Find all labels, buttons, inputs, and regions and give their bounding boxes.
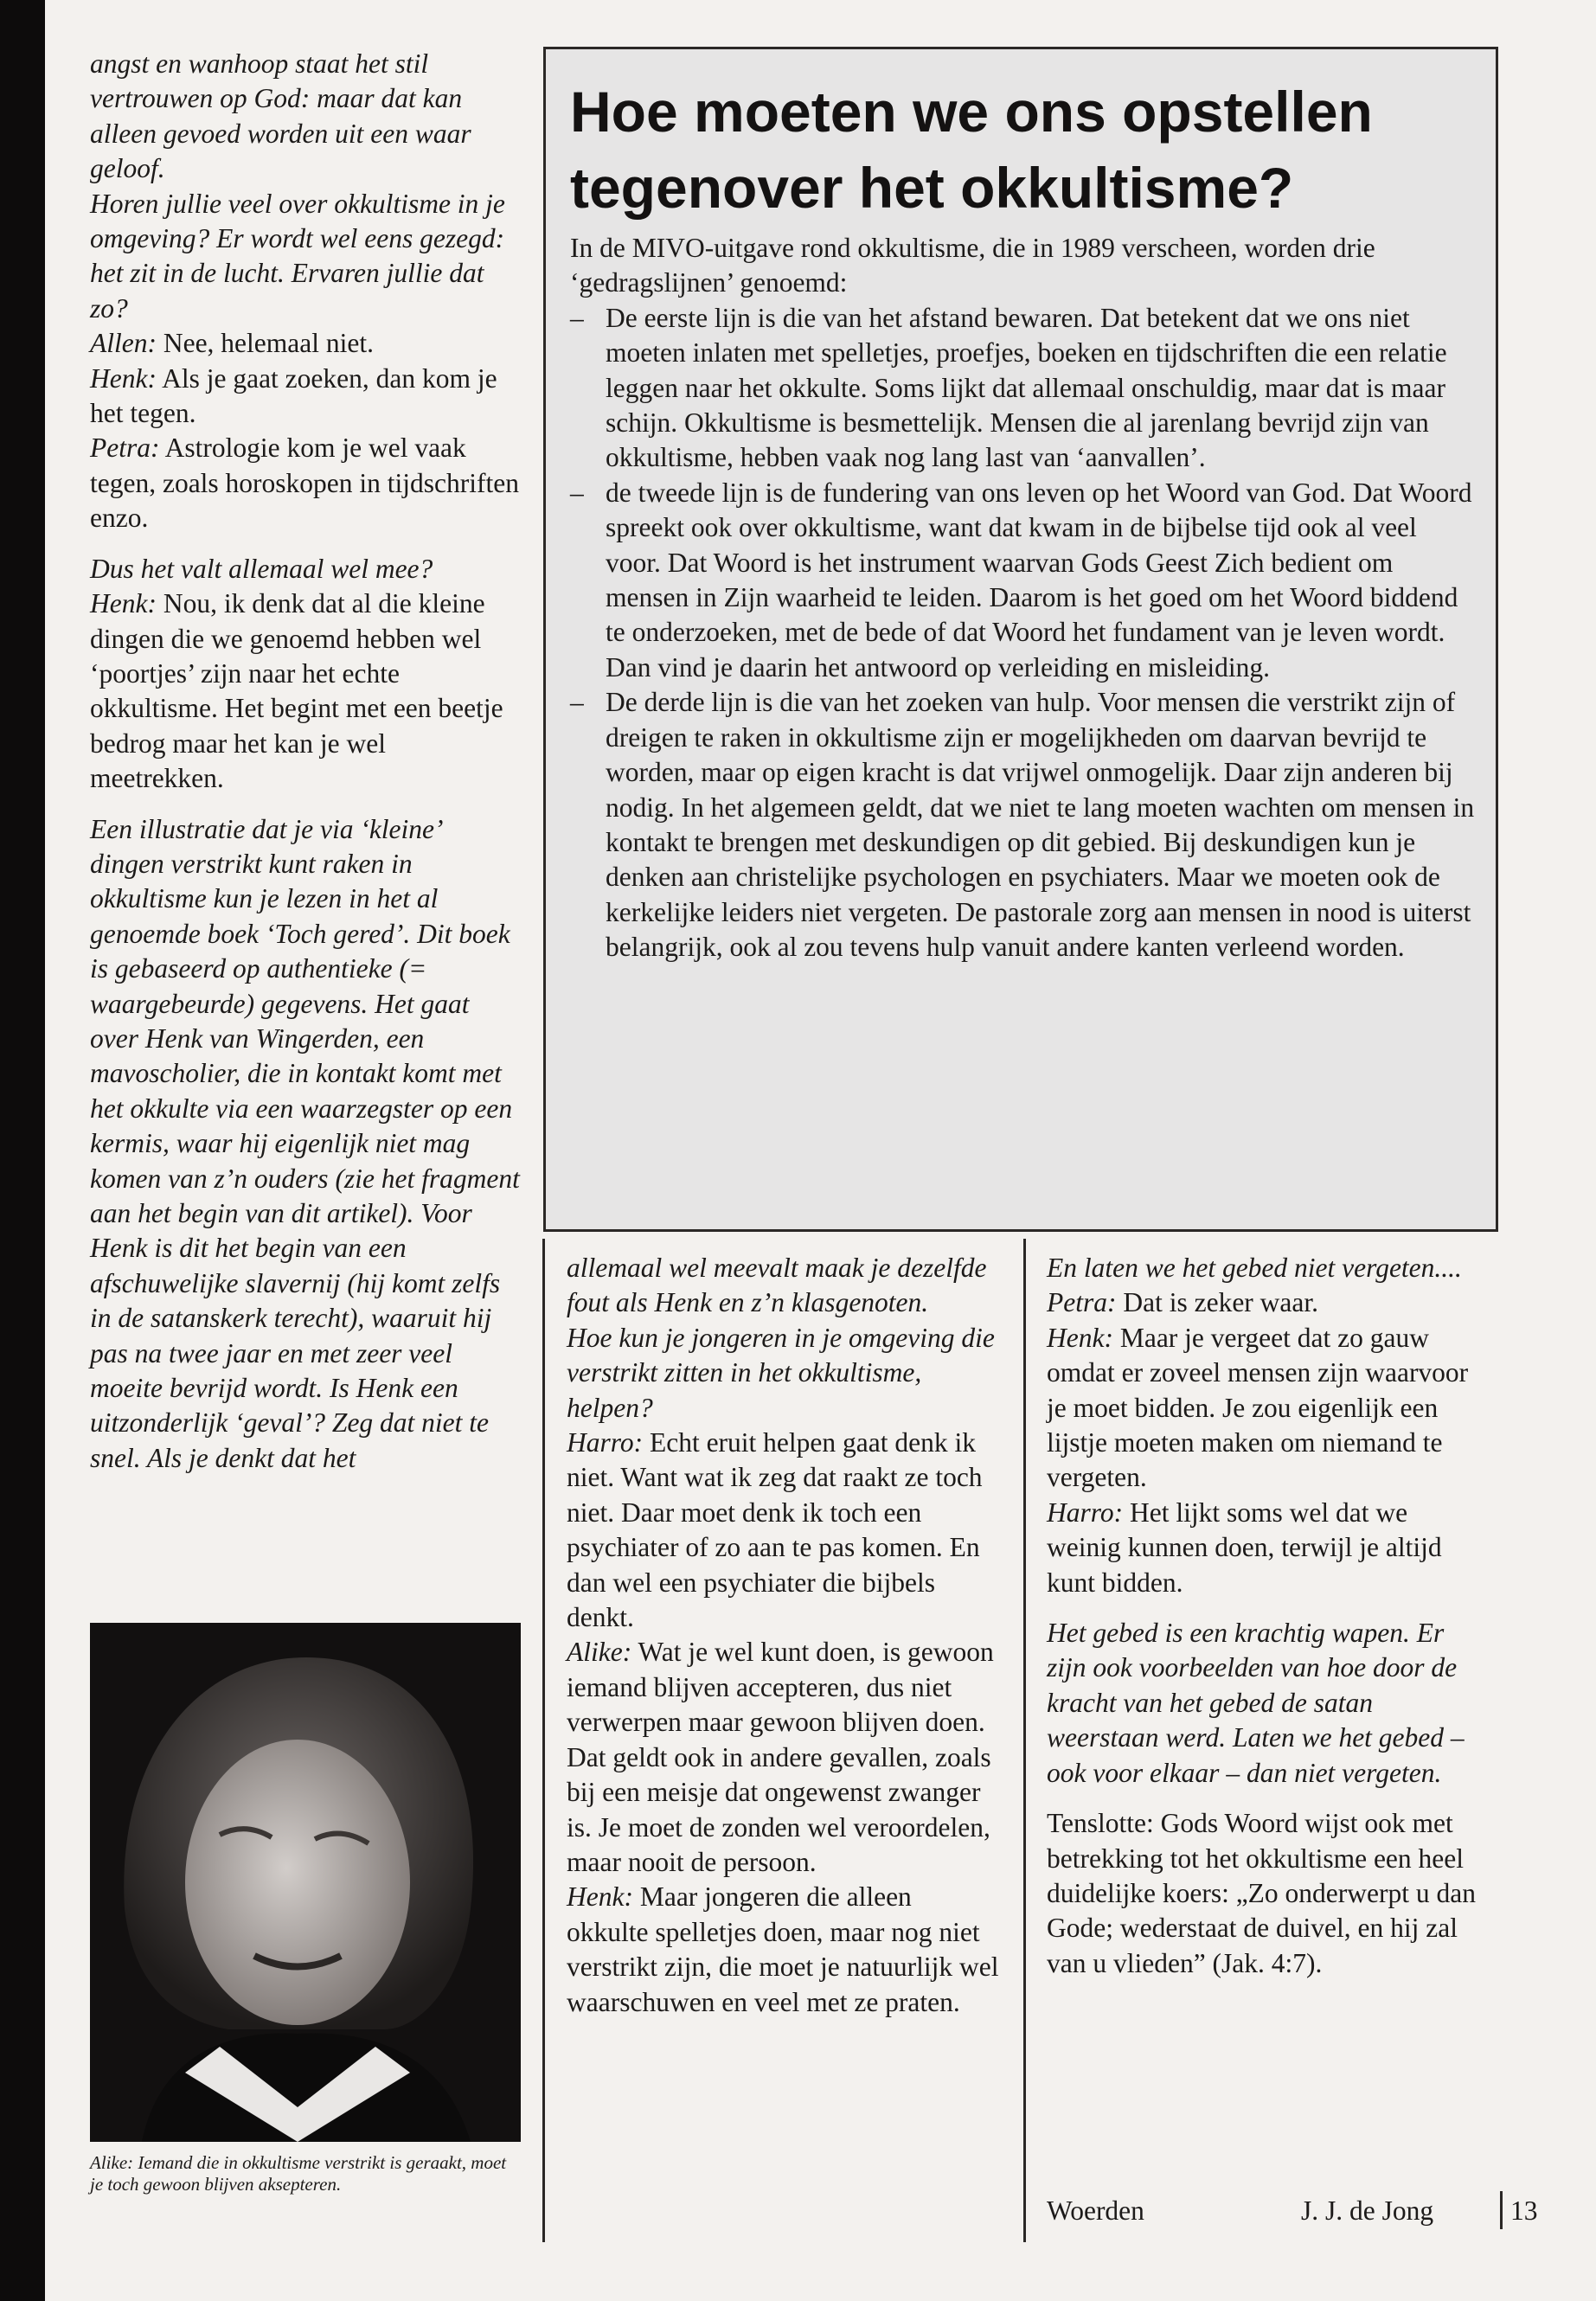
paragraph [90, 326, 521, 361]
paragraph-text: Maar je vergeet dat zo gauw omdat er zoveel mensen zijn waarvoor je moet bidden. Je zou eigenlijk een lijstje moeten maken om niemand te vergeten. [1047, 1322, 1469, 1493]
page-number: 13 [1510, 2195, 1538, 2226]
paragraph-text: allemaal wel meevalt maak je dezelfde fout als Henk en z’n klasgenoten. [567, 1253, 987, 1318]
paragraph-text: angst en wanhoop staat het stil vertrouwen op God: maar dat kan alleen gevoed worden uit een waar geloof. [90, 48, 471, 184]
middle-text-column [567, 1251, 999, 2020]
speaker-name: Harro: [567, 1427, 644, 1458]
box-body [570, 231, 1478, 965]
paragraph [1047, 1285, 1484, 1320]
speaker-name: Alike: [567, 1637, 632, 1668]
paragraph [90, 362, 521, 432]
portrait-photo [90, 1623, 521, 2142]
speaker-name: Harro: [1047, 1497, 1124, 1528]
box-intro: In de MIVO-uitgave rond okkultisme, die in 1989 verscheen, worden drie ‘gedragslijnen’ genoemd: [570, 233, 1375, 298]
paragraph [567, 1880, 999, 2020]
paragraph-text: Hoe kun je jongeren in je omgeving die verstrikt zitten in het okkultisme, helpen? [567, 1322, 995, 1423]
paragraph-text: Nee, helemaal niet. [163, 328, 374, 359]
box-bullet-2: – de tweede lijn is de fundering van ons leven op het Woord van God. Dat Woord spreekt ook over okkultisme, want dat kwam in de bijbelse tijd ook al veel voor. Dat Woord is het instrument waarvan Gods Geest Zich bedient om mensen in Zijn waarheid te leiden. Daarom is het goed om het Woord biddend te onderzoeken, met de bede of dat Woord het fundament van je leven wordt. Dan vind je daarin het antwoord op verleiding en misleiding. [570, 477, 1472, 683]
paragraph [567, 1321, 999, 1426]
paragraph-text: Het gebed is een krachtig wapen. Er zijn ook voorbeelden van hoe door de kracht van het gebed de satan weerstaan werd. Laten we het gebed – ook voor elkaar – dan niet vergeten. [1047, 1618, 1465, 1788]
footer-place: Woerden [1047, 2195, 1144, 2226]
paragraph-text: Astrologie kom je wel vaak tegen, zoals horoskopen in tijdschriften enzo. [90, 433, 520, 534]
box-title: Hoe moeten we ons opstellen tegenover het okkultisme? [570, 80, 1373, 220]
left-text-column [90, 47, 521, 1476]
box-bullet-3: – De derde lijn is die van het zoeken van hulp. Voor mensen die verstrikt zijn of dreigen te raken in okkultisme zijn er mogelijkheden om daarvan bevrijd te worden, maar op eigen kracht is dat vrijwel onmogelijk. Daar zijn anderen bij nodig. In het algemeen geldt, dat we niet te lang moeten wachten om mensen in kontakt te brengen met deskundigen op dit gebied. Bij deskundigen kun je denken aan christelijke psychologen en psychiaters. Maar we moeten ook de kerkelijke leiders niet vergeten. De pastorale zorg aan mensen in nood is uiterst belangrijk, ook al zou tevens hulp vanuit andere kanten verleend worden. [570, 687, 1475, 963]
paragraph [567, 1251, 999, 1321]
paragraph-text: Wat je wel kunt doen, is gewoon iemand blijven accepteren, dus niet verwerpen maar gewoon blijven doen. Dat geldt ook in andere gevallen, zoals bij een meisje dat ongewenst zwanger is. Je moet de zonden wel veroordelen, maar nooit de persoon. [567, 1637, 994, 1877]
speaker-name: Henk: [90, 362, 157, 394]
paragraph-text: Dus het valt allemaal wel mee? [90, 553, 433, 584]
page-edge-bar [0, 0, 45, 2301]
paragraph [1047, 1251, 1484, 1285]
paragraph [90, 552, 521, 586]
right-text-column [1047, 1251, 1484, 1981]
speaker-name: Petra: [90, 433, 160, 464]
paragraph [90, 431, 521, 535]
paragraph-text: Dat is zeker waar. [1123, 1287, 1318, 1318]
paragraph [567, 1635, 999, 1880]
speaker-name: Allen: [90, 328, 157, 359]
paragraph-text: Tenslotte: Gods Woord wijst ook met betrekking tot het okkultisme een heel duidelijke koers: „Zo onderwerpt u dan Gode; wederstaat de duivel, en hij zal van u vlieden” (Jak. 4:7). [1047, 1808, 1476, 1978]
speaker-name: Henk: [567, 1881, 633, 1913]
paragraph [1047, 1496, 1484, 1600]
column-divider [542, 1239, 545, 2242]
paragraph [567, 1426, 999, 1635]
paragraph-text: Als je gaat zoeken, dan kom je het tegen. [90, 362, 497, 429]
paragraph-text: Een illustratie dat je via ‘kleine’ dingen verstrikt kunt raken in okkultisme kun je lezen in het al genoemde boek ‘Toch gered’. Dit boek is gebaseerd op authentieke (= waargebeurde) gegevens. Het gaat over Henk van Wingerden, een mavoscholier, die in kontakt komt met het okkulte via een waarzegster op een kermis, waar hij eigenlijk niet mag komen van z’n ouders (zie het fragment aan het begin van dit artikel). Voor Henk is dit het begin van een afschuwelijke slavernij (hij komt zelfs in de satanskerk terecht), waaruit hij pas na twee jaar en met zeer veel moeite bevrijd wordt. Is Henk een uitzonderlijk ‘geval’? Zeg dat niet te snel. Als je denkt dat het [90, 813, 520, 1473]
paragraph [1047, 1806, 1484, 1981]
photo-caption: Alike: Iemand die in okkultisme verstrikt is geraakt, moet je toch gewoon blijven aksepteren. [90, 2152, 507, 2195]
box-bullet-1: – De eerste lijn is die van het afstand bewaren. Dat betekent dat we ons niet moeten inlaten met spelletjes, proefjes, boeken en tijdschriften die een relatie leggen naar het okkulte. Soms lijkt dat allemaal onschuldig, maar dat is maar schijn. Okkultisme is besmettelijk. Mensen die al jarenlang bevrijd zijn van okkultisme, hebben vaak nog lang last van ‘aanvallen’. [570, 302, 1447, 473]
paragraph [90, 586, 521, 796]
paragraph [90, 47, 521, 187]
paragraph-text: En laten we het gebed niet vergeten.... [1047, 1253, 1462, 1283]
sidebar-box [543, 47, 1498, 1232]
paragraph-text: Het lijkt soms wel dat we weinig kunnen doen, terwijl je altijd kunt bidden. [1047, 1497, 1442, 1598]
paragraph-text: Nou, ik denk dat al die kleine dingen die we genoemd hebben wel ‘poortjes’ zijn naar het echte okkultisme. Het begint met een beetje bedrog maar het kan je wel meetrekken. [90, 588, 503, 794]
speaker-name: Henk: [90, 588, 157, 619]
page-number-rule [1500, 2191, 1503, 2229]
paragraph [90, 187, 521, 327]
paragraph-text: Echt eruit helpen gaat denk ik niet. Want wat ik zeg dat raakt ze toch niet. Daar moet denk ik toch een psychiater of zo aan te pas komen. En dan wel een psychiater die bijbels denkt. [567, 1427, 983, 1633]
paragraph [1047, 1616, 1484, 1791]
paragraph-text: Horen jullie veel over okkultisme in je omgeving? Er wordt wel eens gezegd: het zit in de lucht. Ervaren jullie dat zo? [90, 188, 505, 324]
column-divider [1023, 1239, 1026, 2242]
paragraph-text: Maar jongeren die alleen okkulte spelletjes doen, maar nog niet verstrikt zijn, die moet je natuurlijk wel waarschuwen en veel met ze praten. [567, 1881, 999, 2017]
paragraph [1047, 1321, 1484, 1496]
speaker-name: Petra: [1047, 1287, 1117, 1318]
footer-author: J. J. de Jong [1301, 2195, 1434, 2226]
paragraph [90, 812, 521, 1477]
speaker-name: Henk: [1047, 1322, 1113, 1353]
